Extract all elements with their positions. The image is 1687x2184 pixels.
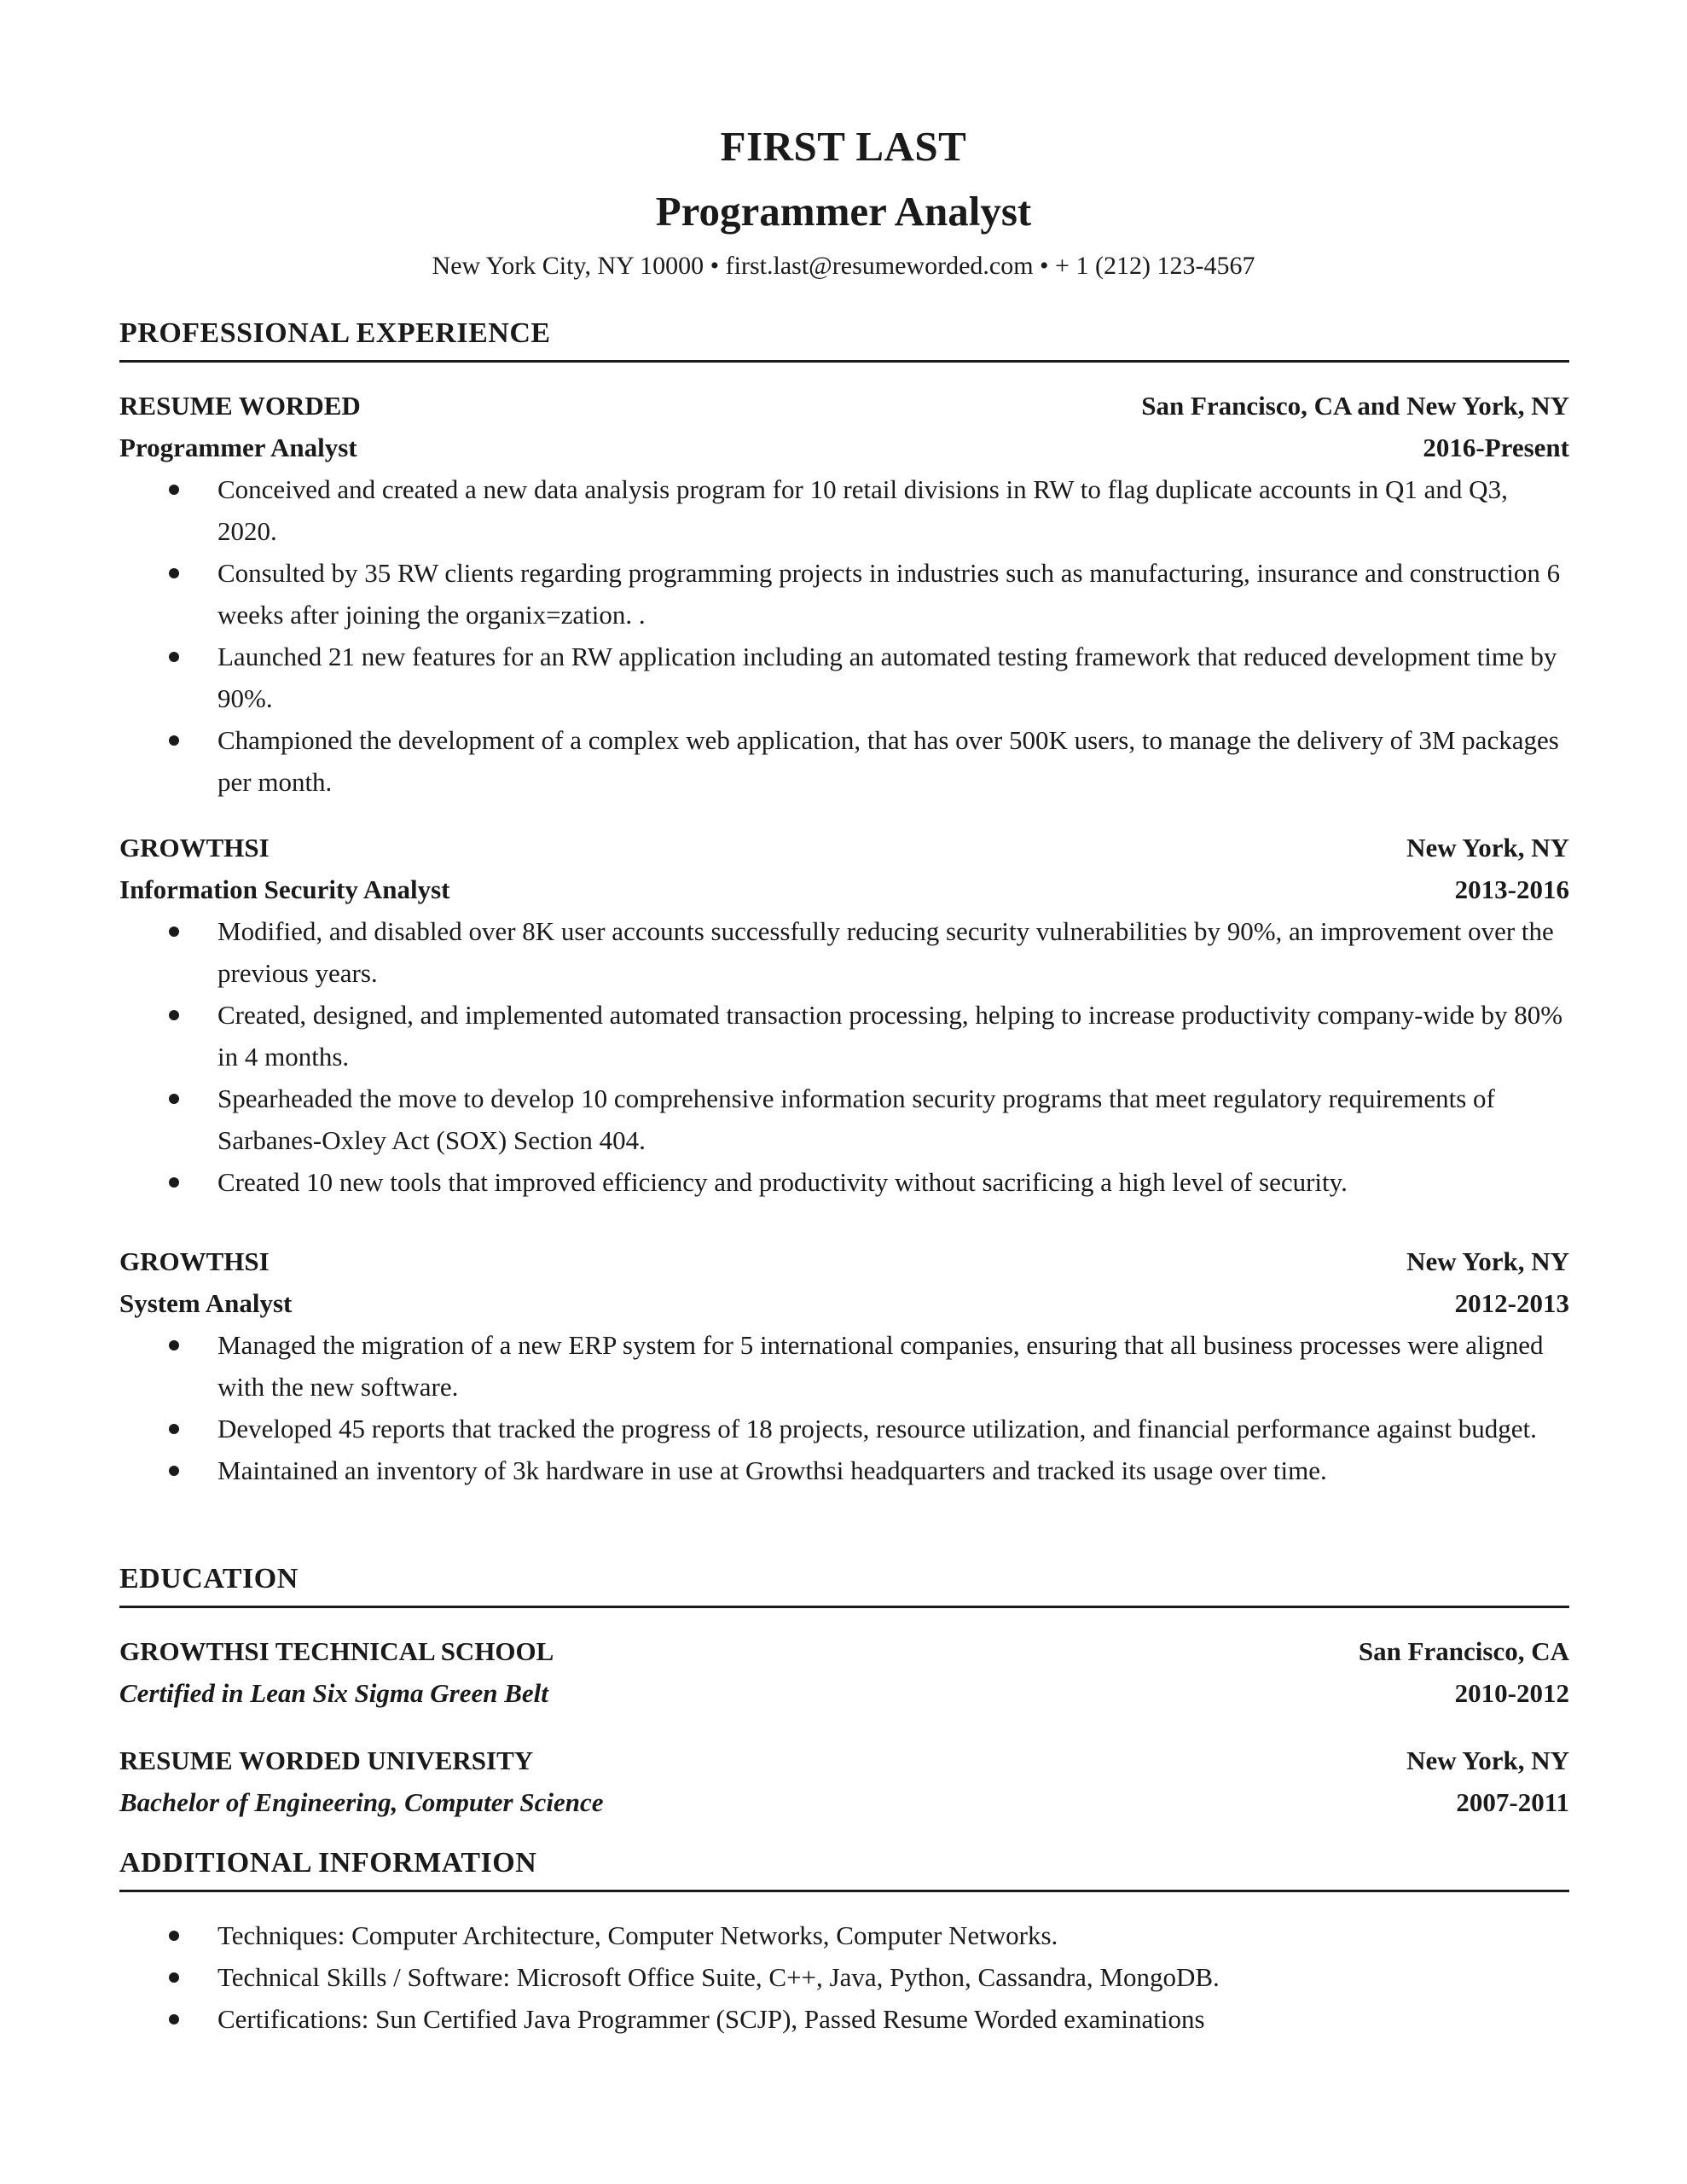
bullet-icon — [169, 1424, 179, 1434]
education-dates: 2010-2012 — [1454, 1678, 1569, 1708]
experience-heading: PROFESSIONAL EXPERIENCE — [119, 316, 1569, 363]
list-item — [119, 1956, 1569, 1998]
bullet-icon — [169, 1931, 179, 1941]
job-role: Information Security Analyst — [119, 874, 450, 904]
education-entry — [119, 1740, 1569, 1823]
job-dates: 2016-Present — [1423, 433, 1569, 462]
bullet-icon — [169, 1972, 179, 1983]
job-entry — [119, 385, 1569, 803]
bullet-text: Certifications: Sun Certified Java Programmer (SCJP), Passed Resume Worded examinations — [217, 2004, 1205, 2034]
job-location: New York, NY — [1406, 833, 1569, 863]
experience-section — [119, 316, 1569, 1491]
job-bullets — [119, 468, 1569, 803]
bullet-icon — [169, 568, 179, 578]
school-name: GROWTHSI TECHNICAL SCHOOL — [119, 1636, 554, 1666]
bullet-icon — [169, 1340, 179, 1350]
list-item — [119, 994, 1569, 1077]
job-company: RESUME WORDED — [119, 391, 361, 421]
bullet-text: Created 10 new tools that improved efficiency and productivity without sacrificing a high level of security. — [217, 1167, 1348, 1197]
bullet-icon — [169, 735, 179, 746]
list-item — [119, 1914, 1569, 1956]
job-bullets — [119, 1324, 1569, 1491]
bullet-text: Techniques: Computer Architecture, Computer Networks, Computer Networks. — [217, 1920, 1058, 1950]
bullet-text: Created, designed, and implemented automated transaction processing, helping to increase productivity company-wide by 80% in 4 months. — [217, 1000, 1563, 1072]
list-item — [119, 910, 1569, 994]
list-item — [119, 719, 1569, 803]
school-location: New York, NY — [1406, 1745, 1569, 1775]
bullet-text: Championed the development of a complex web application, that has over 500K users, to manage the delivery of 3M packages per month. — [217, 725, 1559, 797]
bullet-icon — [169, 926, 179, 937]
bullet-text: Spearheaded the move to develop 10 comprehensive information security programs that meet regulatory requirements of Sarbanes-Oxley Act (SOX) Section 404. — [217, 1083, 1495, 1155]
list-item — [119, 1449, 1569, 1491]
education-heading: EDUCATION — [119, 1561, 1569, 1608]
list-item — [119, 468, 1569, 552]
school-name: RESUME WORDED UNIVERSITY — [119, 1745, 534, 1775]
job-entry — [119, 827, 1569, 1203]
degree: Certified in Lean Six Sigma Green Belt — [119, 1678, 548, 1708]
bullet-text: Launched 21 new features for an RW application including an automated testing framework that reduced development time by 90%. — [217, 642, 1557, 713]
job-company: GROWTHSI — [119, 1246, 270, 1276]
job-dates: 2013-2016 — [1454, 874, 1569, 904]
degree: Bachelor of Engineering, Computer Science — [119, 1787, 604, 1817]
additional-heading: ADDITIONAL INFORMATION — [119, 1845, 1569, 1892]
additional-section — [119, 1845, 1569, 2040]
list-item — [119, 1324, 1569, 1408]
job-entry — [119, 1240, 1569, 1491]
job-location: San Francisco, CA and New York, NY — [1141, 391, 1569, 421]
list-item — [119, 1077, 1569, 1161]
job-dates: 2012-2013 — [1454, 1288, 1569, 1318]
candidate-title: Programmer Analyst — [655, 188, 1032, 235]
job-bullets — [119, 910, 1569, 1203]
job-role: Programmer Analyst — [119, 433, 357, 462]
bullet-text: Managed the migration of a new ERP system for 5 international companies, ensuring that all business processes were aligned with the new software. — [217, 1330, 1544, 1402]
list-item — [119, 1998, 1569, 2040]
school-location: San Francisco, CA — [1358, 1636, 1569, 1666]
bullet-text: Modified, and disabled over 8K user accounts successfully reducing security vulnerabilities by 90%, an improvement over the previous years. — [217, 916, 1554, 988]
education-entry — [119, 1630, 1569, 1714]
resume-header — [0, 0, 1687, 283]
bullet-icon — [169, 652, 179, 662]
list-item — [119, 636, 1569, 719]
job-company: GROWTHSI — [119, 833, 270, 863]
bullet-text: Consulted by 35 RW clients regarding programming projects in industries such as manufacturing, insurance and construction 6 weeks after joining the organix=zation. . — [217, 558, 1561, 630]
list-item — [119, 552, 1569, 636]
bullet-text: Developed 45 reports that tracked the progress of 18 projects, resource utilization, and financial performance against budget. — [217, 1414, 1537, 1443]
additional-bullets — [119, 1914, 1569, 2040]
list-item — [119, 1408, 1569, 1449]
bullet-icon — [169, 1466, 179, 1476]
education-section — [119, 1561, 1569, 1823]
candidate-name: FIRST LAST — [720, 123, 967, 170]
contact-line: New York City, NY 10000 • first.last@resumeworded.com • + 1 (212) 123-4567 — [432, 252, 1255, 280]
list-item — [119, 1161, 1569, 1203]
bullet-icon — [169, 1094, 179, 1104]
education-dates: 2007-2011 — [1456, 1787, 1569, 1817]
bullet-icon — [169, 1010, 179, 1020]
bullet-icon — [169, 485, 179, 495]
bullet-text: Conceived and created a new data analysis program for 10 retail divisions in RW to flag duplicate accounts in Q1 and Q3, 2020. — [217, 474, 1508, 546]
job-role: System Analyst — [119, 1288, 293, 1318]
bullet-icon — [169, 2014, 179, 2024]
bullet-icon — [169, 1177, 179, 1188]
job-location: New York, NY — [1406, 1246, 1569, 1276]
bullet-text: Technical Skills / Software: Microsoft Office Suite, C++, Java, Python, Cassandra, MongoDB. — [217, 1962, 1220, 1992]
bullet-text: Maintained an inventory of 3k hardware in use at Growthsi headquarters and tracked its usage over time. — [217, 1455, 1327, 1485]
